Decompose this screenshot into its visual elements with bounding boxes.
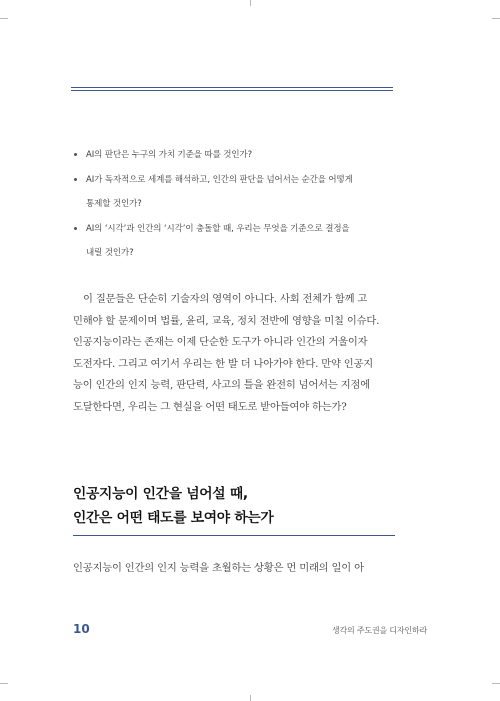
question-bullet-list bbox=[74, 143, 404, 265]
body-paragraph bbox=[73, 289, 403, 419]
page-number: 10 bbox=[73, 622, 90, 636]
bullet-text: AI의 ‘시각’과 인간의 ‘시각’이 충돌할 때, 우리는 무엇을 기준으로 결정을 bbox=[86, 224, 350, 234]
section-heading bbox=[73, 482, 273, 530]
crop-mark-bottom-right bbox=[492, 683, 500, 684]
bullet-dot-icon bbox=[74, 153, 77, 156]
bullet-item bbox=[74, 143, 404, 167]
section-heading-line: 인공지능이 인간을 넘어설 때, bbox=[73, 486, 248, 502]
paragraph-line: 인공지능이 인간의 인지 능력을 초월하는 상황은 먼 미래의 일이 아 bbox=[73, 562, 364, 574]
paragraph-line: 능이 인간의 인지 능력, 판단력, 사고의 틀을 완전히 넘어서는 지점에 bbox=[73, 379, 370, 392]
crop-mark-bottom-left bbox=[0, 683, 8, 684]
top-double-rule bbox=[71, 87, 393, 91]
heading-underline-rule bbox=[73, 535, 395, 536]
bullet-item bbox=[74, 217, 404, 265]
body-paragraph bbox=[73, 558, 403, 580]
paragraph-line: 민해야 할 문제이며 법률, 윤리, 교육, 정치 전반에 영향을 미칠 이슈다. bbox=[73, 314, 380, 327]
bullet-text: AI가 독자적으로 세계를 해석하고, 인간의 판단을 넘어서는 순간을 어떻게 bbox=[86, 175, 353, 185]
crop-mark-top-right bbox=[492, 18, 500, 19]
crop-mark-top-center bbox=[250, 0, 251, 6]
paragraph-line: 도달한다면, 우리는 그 현실을 어떤 태도로 받아들여야 하는가? bbox=[73, 400, 347, 413]
running-book-title: 생각의 주도권을 디자인하라 bbox=[331, 626, 427, 635]
bullet-text: AI의 판단은 누구의 가치 기준을 따를 것인가? bbox=[86, 150, 253, 160]
paragraph-line: 도전자다. 그리고 여기서 우리는 한 발 더 나아가야 한다. 만약 인공지 bbox=[73, 357, 374, 370]
bullet-dot-icon bbox=[74, 227, 77, 230]
bullet-text: 통제할 것인가? bbox=[86, 199, 142, 209]
section-heading-line: 인간은 어떤 태도를 보여야 하는가 bbox=[73, 510, 274, 526]
bullet-dot-icon bbox=[74, 178, 77, 181]
paragraph-line: 인공지능이라는 존재는 이제 단순한 도구가 아니라 인간의 거울이자 bbox=[73, 336, 368, 349]
bullet-item bbox=[74, 168, 404, 216]
crop-mark-top-left bbox=[0, 18, 8, 19]
crop-mark-bottom-center bbox=[250, 695, 251, 701]
bullet-text: 내릴 것인가? bbox=[86, 248, 134, 258]
paragraph-line: 이 질문들은 단순히 기술자의 영역이 아니다. 사회 전체가 함께 고 bbox=[83, 293, 368, 305]
